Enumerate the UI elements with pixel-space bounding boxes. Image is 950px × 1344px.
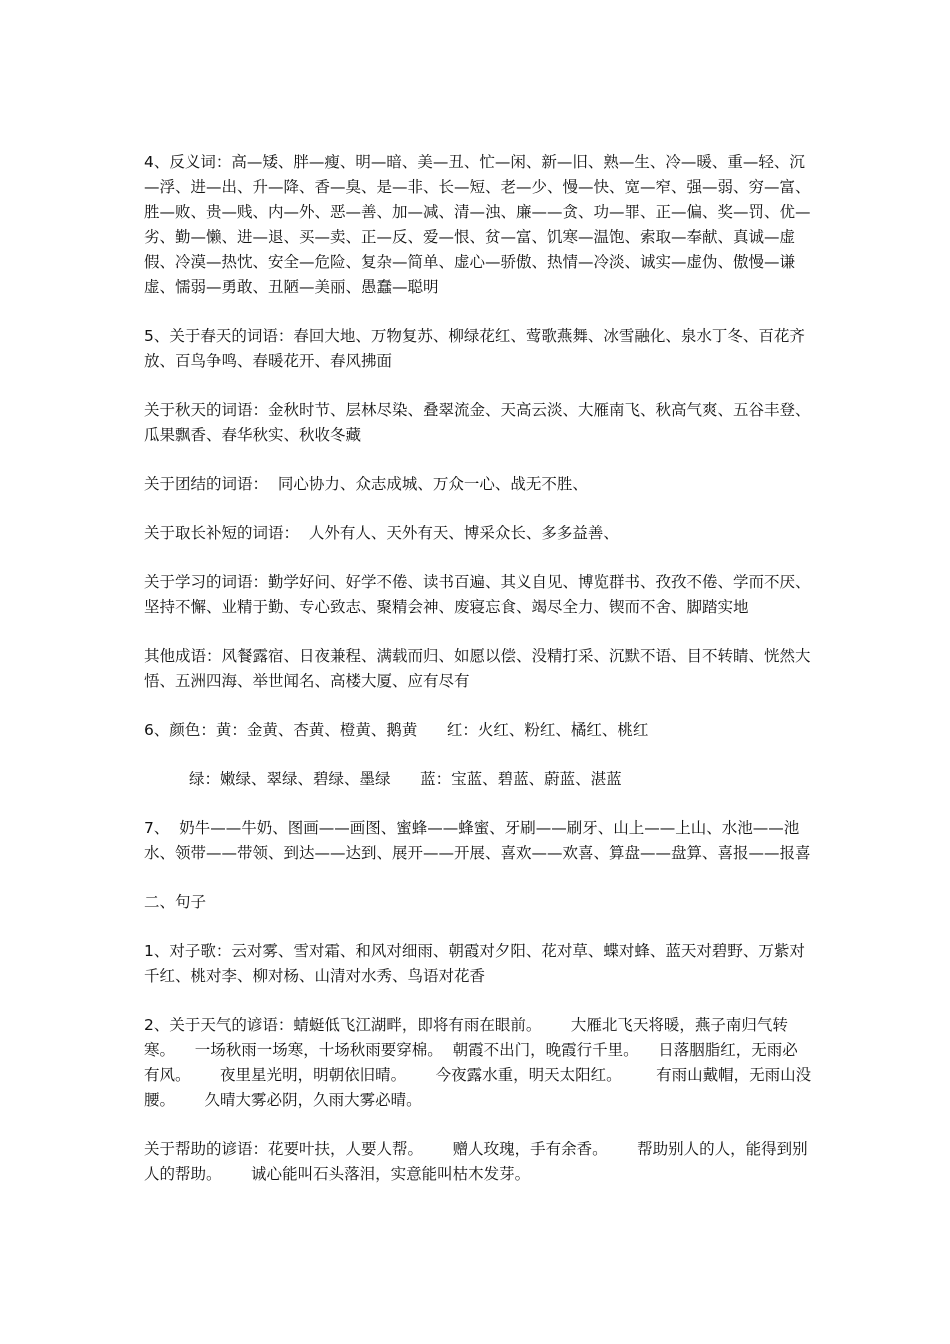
paragraph-weather-proverbs: 2、关于天气的谚语：蜻蜓低飞江湖畔，即将有雨在眼前。 大雁北飞天将暖，燕子南归气转寒。 一场秋雨一场寒，十场秋雨要穿棉。 朝霞不出门，晚霞行千里。 日落胭脂红，无雨必有风。 夜里星光明，明朝依旧晴。 今夜露水重，明天太阳红。 有雨山戴帽，无雨山没腰。 久晴大雾必阴，久雨大雾必晴。 [144,1016,812,1109]
paragraph-antonyms: 4、反义词：高—矮、胖—瘦、明—暗、美—丑、忙—闲、新—旧、熟—生、冷—暖、重—轻、沉—浮、进—出、升—降、香—臭、是—非、长—短、老—少、慢—快、宽—窄、强—弱、穷—富、胜—败、贵—贱、内—外、恶—善、加—减、清—浊、廉——贪、功—罪、正—偏、奖—罚、优—劣、勤—懒、进—退、买—卖、正—反、爱—恨、贫—富、饥寒—温饱、索取—奉献、真诚—虚假、冷漠—热忱、安全—危险、复杂—简单、虚心—骄傲、热情—冷淡、诚实—虚伪、傲慢—谦虚、懦弱—勇敢、丑陋—美丽、愚蠢—聪明 [144,153,811,296]
paragraph-spring-words: 5、关于春天的词语：春回大地、万物复苏、柳绿花红、莺歌燕舞、冰雪融化、泉水丁冬、百花齐放、百鸟争鸣、春暖花开、春风拂面 [144,327,805,370]
document-body [144,150,812,1211]
paragraph-autumn-words: 关于秋天的词语：金秋时节、层林尽染、叠翠流金、天高云淡、大雁南飞、秋高气爽、五谷丰登、瓜果飘香、春华秋实、秋收冬藏 [144,401,811,444]
paragraph-other-idioms: 其他成语：风餐露宿、日夜兼程、满载而归、如愿以偿、没精打采、沉默不语、目不转睛、恍然大悟、五洲四海、举世闻名、高楼大厦、应有尽有 [144,647,811,690]
paragraph-couplet-song: 1、对子歌：云对雾、雪对霜、和风对细雨、朝霞对夕阳、花对草、蝶对蜂、蓝天对碧野、万紫对千红、桃对李、柳对杨、山清对水秀、鸟语对花香 [144,942,805,985]
paragraph-strengths-words: 关于取长补短的词语： 人外有人、天外有天、博采众长、多多益善、 [144,524,619,542]
paragraph-help-proverbs: 关于帮助的谚语：花要叶扶，人要人帮。 赠人玫瑰，手有余香。 帮助别人的人，能得到别人的帮助。 诚心能叫石头落泪，实意能叫枯木发芽。 [144,1140,808,1183]
paragraph-colors-2: 绿：嫩绿、翠绿、碧绿、墨绿 蓝：宝蓝、碧蓝、蔚蓝、湛蓝 [189,770,622,788]
paragraph-study-words: 关于学习的词语：勤学好问、好学不倦、读书百遍、其义自见、博览群书、孜孜不倦、学而不厌、坚持不懈、业精于勤、专心致志、聚精会神、废寝忘食、竭尽全力、锲而不舍、脚踏实地 [144,573,811,616]
paragraph-unity-words: 关于团结的词语： 同心协力、众志成城、万众一心、战无不胜、 [144,475,588,493]
paragraph-colors-1: 6、颜色：黄：金黄、杏黄、橙黄、鹅黄 红：火红、粉红、橘红、桃红 [144,721,649,739]
paragraph-word-pairs: 7、 奶牛——牛奶、图画——画图、蜜蜂——蜂蜜、牙刷——刷牙、山上——上山、水池——池水、领带——带领、到达——达到、展开——开展、喜欢——欢喜、算盘——盘算、喜报——报喜 [144,819,811,862]
section-heading-sentences: 二、句子 [144,893,207,911]
